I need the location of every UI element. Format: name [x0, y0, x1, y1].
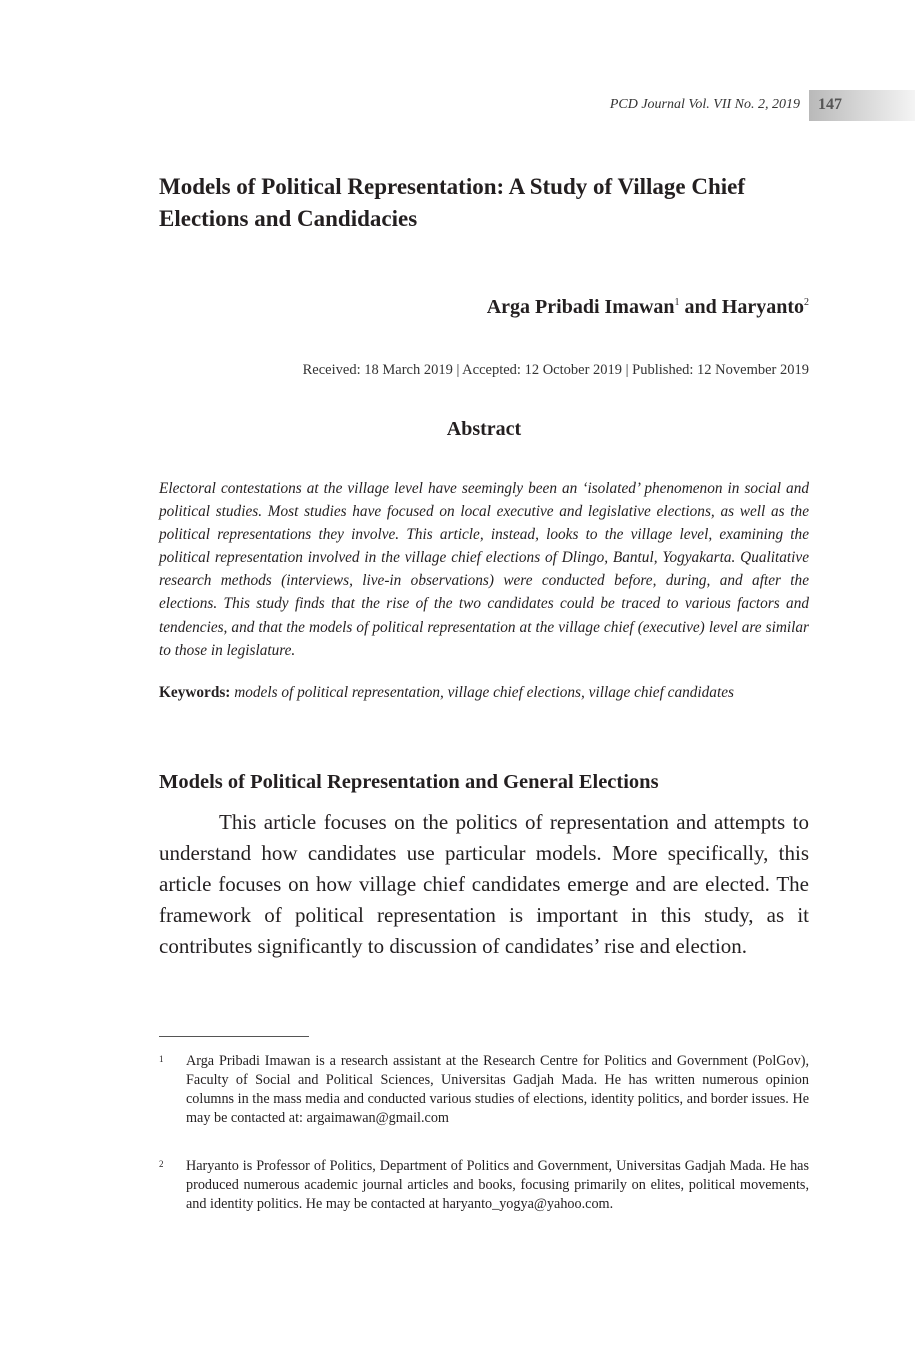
abstract-heading: Abstract: [446, 418, 522, 440]
keywords-text: models of political representation, village chief elections, village chief candidates: [230, 684, 734, 701]
footnote-marker-1: 1: [159, 1054, 164, 1064]
footnote-divider: [159, 1036, 309, 1037]
keywords-label: Keywords:: [159, 684, 231, 701]
author-line: [487, 296, 809, 319]
footnote-1: [159, 1052, 809, 1128]
author-name-2: Haryanto: [721, 296, 804, 318]
footnote-text-1: Arga Pribadi Imawan is a research assistant at the Research Centre for Politics and Government (PolGov), Faculty of Social and Political Sciences, Universitas Gadjah Mada. He has written numerous opinion columns in the mass media and conducted various studies of elections, identity politics, and border issues. He may be contacted at: argaimawan@gmail.com: [186, 1053, 809, 1126]
footnote-text-2: Haryanto is Professor of Politics, Department of Politics and Government, Universitas Gadjah Mada. He has produced numerous academic journal articles and books, focusing primarily on elites, political movements, and identity politics. He may be contacted at haryanto_yogya@yahoo.com.: [186, 1158, 809, 1212]
page-number: 147: [818, 96, 842, 113]
section-heading: Models of Political Representation and General Elections: [159, 771, 659, 793]
footnote-ref-2[interactable]: 2: [804, 297, 809, 308]
article-title: Models of Political Representation: A Study of Village Chief Elections and Candidacies: [159, 174, 746, 231]
keywords-line: [159, 682, 819, 704]
footnote-2: [159, 1157, 809, 1214]
section-paragraph: This article focuses on the politics of representation and attempts to understand how candidates use particular models. More specifically, this article focuses on how village chief candidates emerge and are elected. The framework of political representation is important in this study, as it contributes significantly to discussion of candidates’ rise and election.: [159, 810, 809, 958]
footnote-marker-2: 2: [159, 1159, 164, 1169]
publication-dates: Received: 18 March 2019 | Accepted: 12 October 2019 | Published: 12 November 2019: [302, 362, 809, 378]
author-name-1: Arga Pribadi Imawan: [486, 296, 675, 318]
running-head: PCD Journal Vol. VII No. 2, 2019: [609, 97, 800, 112]
abstract-body: Electoral contestations at the village level have seemingly been an ‘isolated’ phenomenon in social and political studies. Most studies have focused on local executive and legislative elections, as well as the political representations they involve. This article, instead, looks to the village level, examining the political representation involved in the village chief elections of Dlingo, Bantul, Yogyakarta. Qualitative research methods (interviews, live-in observations) were conducted before, during, and after the elections. This study finds that the rise of the two candidates could be traced to various factors and tendencies, and that the models of political representation at the village chief (executive) level are similar to those in legislature.: [159, 480, 809, 659]
author-connector: and: [679, 296, 722, 318]
footnote-ref-1[interactable]: 1: [674, 297, 680, 308]
